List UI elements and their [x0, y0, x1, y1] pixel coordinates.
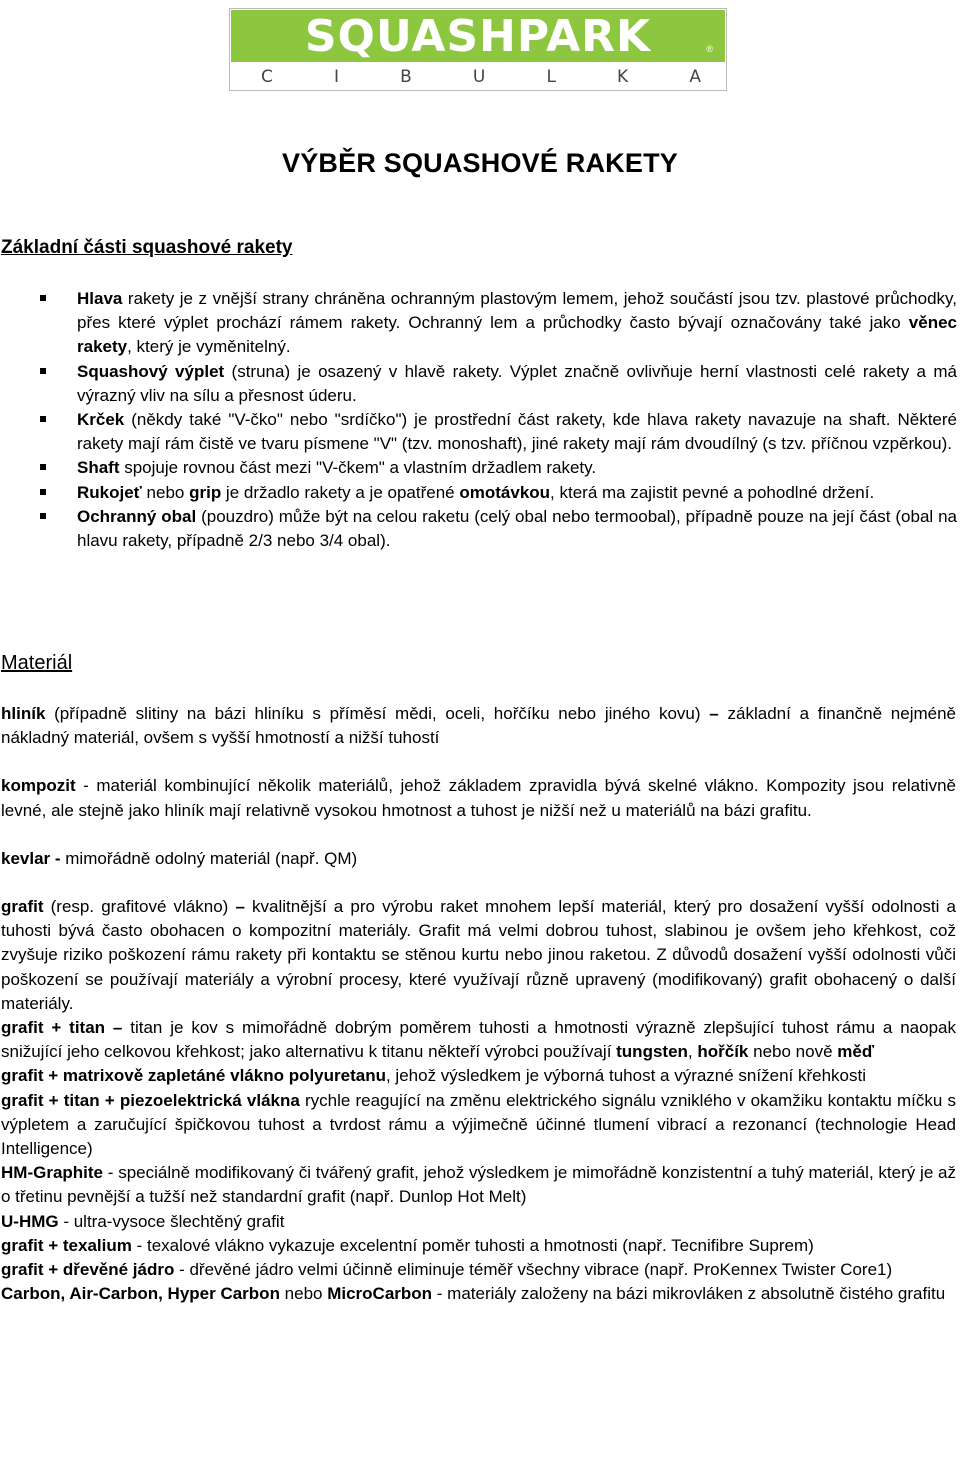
bold-term: grafit + dřevěné jádro: [1, 1260, 175, 1280]
parts-list: [0, 287, 957, 553]
material-paragraph: [1, 1258, 956, 1282]
materials-section: [1, 702, 956, 1306]
bold-term: měď: [837, 1042, 875, 1062]
bold-term: hořčík: [697, 1042, 749, 1062]
material-paragraph: [1, 774, 956, 822]
material-paragraph: [1, 1282, 956, 1306]
section-heading-parts: Základní části squashové rakety: [1, 237, 293, 258]
text-run: , který je vyměnitelný.: [127, 337, 291, 357]
list-item: [0, 481, 957, 505]
section-heading-material: Materiál: [1, 652, 73, 674]
bold-term: grafit + texalium: [1, 1235, 132, 1255]
material-paragraph: [1, 1161, 956, 1209]
bold-term: věnec rakety: [77, 313, 957, 357]
list-item: [0, 287, 957, 360]
material-paragraph: [1, 1234, 956, 1258]
material-paragraph: [1, 847, 956, 871]
text-run: kvalitnější a pro výrobu raket mnohem lepší materiál, který pro dosažení vyšší odolnosti a tuhosti bývá často obohacen o kompozitní materiály. Grafit má velmi dobrou tuhost, slabinou je ovšem jeho křehkost, což zvyšuje riziko poškození rámu rakety při kontaktu se stěnou kurtu nebo jinou raketou. Z důvodů dosažení vyšší odolnosti vůči poškození se používají materiály a výrobní procesy, které využívají různě upravený (modifikovaný) grafit obohacený o další materiály.: [1, 897, 956, 1013]
material-paragraph: [1, 1210, 956, 1234]
bold-term: Shaft: [77, 458, 120, 478]
text-run: (resp. grafitové vlákno): [43, 897, 236, 917]
text-run: nebo: [141, 482, 190, 502]
logo-letter: C: [261, 67, 273, 87]
bold-term: –: [112, 1018, 123, 1038]
square-bullet-icon: [40, 368, 46, 374]
text-run: je držadlo rakety a je opatřené: [221, 482, 460, 502]
bold-term: grafit: [1, 897, 44, 917]
bold-term: grafit + titan: [1, 1018, 106, 1038]
bold-term: kevlar -: [1, 848, 61, 868]
text-run: - ultra-vysoce šlechtěný grafit: [58, 1211, 285, 1231]
squashpark-logo: [229, 8, 727, 91]
bold-term: tungsten: [616, 1042, 688, 1062]
logo-word-part1: SQUASH: [304, 11, 517, 62]
logo-letter: K: [617, 67, 629, 87]
text-run: - materiál kombinující několik materiálů, jehož základem zpravidla bývá skelné vlákno. Kompozity jsou relativně levné, ale stejně jako hliník mají relativně vysokou hmotnost a tuhost je nižší než u materiálů na bázi grafitu.: [1, 776, 956, 820]
bold-term: –: [235, 897, 245, 917]
bold-term: –: [709, 704, 719, 723]
material-paragraph: [1, 1016, 956, 1064]
text-run: (někdy také "V-čko" nebo "srdíčko") je prostřední část rakety, kde hlava rakety navazuje na shaft. Některé rakety mají rám čistě ve tvaru písmene "V" (tzv. monoshaft), jiné rakety mají rám dvoudílný (s tzv. příčnou vzpěrkou).: [77, 410, 957, 454]
material-paragraph: [1, 702, 956, 750]
bold-term: Hlava: [77, 289, 123, 308]
text-run: mimořádně odolný materiál (např. QM): [60, 848, 358, 868]
text-run: - dřevěné jádro velmi účinně eliminuje téměř všechny vibrace (např. ProKennex Twister Core1): [174, 1260, 893, 1280]
square-bullet-icon: [40, 464, 46, 470]
square-bullet-icon: [40, 416, 46, 422]
bold-term: U-HMG: [1, 1211, 59, 1231]
text-run: titan je kov s mimořádně dobrým poměrem tuhosti a hmotnosti výrazně zlepšující tuhost rámu a naopak snižující jeho celkovou křehkost; jako alternativu k titanu někteří výrobci používají: [1, 1018, 956, 1062]
logo-letter: L: [546, 67, 556, 87]
registered-mark: ®: [706, 44, 713, 54]
bold-term: Krček: [77, 410, 125, 430]
material-paragraph: [1, 1089, 956, 1162]
text-run: nebo: [279, 1284, 328, 1304]
text-run: spojuje rovnou část mezi "V-čkem" a vlastním držadlem rakety.: [119, 458, 597, 478]
logo-letter: I: [333, 67, 339, 87]
square-bullet-icon: [40, 489, 46, 495]
bold-term: kompozit: [1, 776, 76, 796]
logo-letter: U: [472, 67, 486, 87]
list-item: [0, 505, 957, 553]
bold-term: hliník: [1, 704, 46, 723]
text-run: , jehož výsledkem je výborná tuhost a výrazné snížení křehkosti: [385, 1066, 866, 1086]
bold-term: grafit + titan + piezoelektrická vlákna: [1, 1090, 300, 1110]
bold-term: omotávkou: [459, 482, 551, 502]
bold-term: Ochranný obal: [77, 506, 197, 526]
material-paragraph: [1, 1064, 956, 1088]
text-run: [105, 1018, 113, 1037]
bold-term: grip: [189, 482, 222, 502]
logo-subtitle: [231, 64, 725, 90]
list-item: [0, 360, 957, 408]
text-run: rychle reagující na změnu elektrického signálu vzniklého v okamžiku kontaktu míčku s výpletem a zaručující špičkovou tuhost a tvrdost rámu a výjimečně účinné tlumení vibrací a rezonancí (technologie Head Intelligence): [1, 1090, 956, 1159]
text-run: nebo nově: [748, 1042, 838, 1062]
bold-term: Squashový výplet: [77, 361, 225, 381]
logo-letter: B: [400, 67, 412, 87]
square-bullet-icon: [40, 513, 46, 519]
bold-term: MicroCarbon: [327, 1284, 433, 1304]
text-run: - texalové vlákno vykazuje excelentní poměr tuhosti a hmotnosti (např. Tecnifibre Suprem): [131, 1235, 814, 1255]
page-title: VÝBĚR SQUASHOVÉ RAKETY: [282, 148, 678, 178]
text-run: ,: [687, 1042, 698, 1062]
bold-term: Rukojeť: [77, 482, 142, 502]
text-run: rakety je z vnější strany chráněna ochranným plastovým lemem, jehož součástí jsou tzv. plastové průchodky, přes které výplet prochází rámem rakety. Ochranný lem a průchodky často bývají označovány také jako: [77, 289, 957, 333]
text-run: (případně slitiny na bázi hliníku s příměsí mědi, oceli, hořčíku nebo jiného kovu): [45, 704, 710, 723]
list-item: [0, 456, 957, 480]
text-run: , která ma zajistit pevné a pohodlné držení.: [550, 482, 875, 502]
text-run: základní a finančně nejméně nákladný materiál, ovšem s vyšší hmotností a nižší tuhostí: [1, 704, 956, 748]
material-paragraph: [1, 895, 956, 1016]
text-run: - speciálně modifikovaný či tvářený grafit, jehož výsledkem je mimořádně konzistentní a tuhý materiál, který je až o třetinu pevnější a tužší než standardní grafit (např. Dunlop Hot Melt): [1, 1163, 956, 1207]
logo-wordmark: [231, 11, 725, 62]
text-run: - materiály založeny na bázi mikrovláken z absolutně čistého grafitu: [432, 1284, 946, 1304]
bold-term: grafit + matrixově zapletáné vlákno polyuretanu: [1, 1066, 386, 1086]
list-item: [0, 408, 957, 456]
square-bullet-icon: [40, 295, 46, 301]
bold-term: Carbon, Air-Carbon, Hyper Carbon: [1, 1284, 280, 1304]
logo-letter: A: [689, 67, 701, 87]
logo-word-part2: PARK: [516, 11, 652, 62]
text-run: (struna) je osazený v hlavě rakety. Výplet značně ovlivňuje herní vlastnosti celé rakety a má výrazný vliv na sílu a přesnost úderu.: [77, 361, 957, 405]
text-run: (pouzdro) může být na celou raketu (celý obal nebo termoobal), případně pouze na její část (obal na hlavu rakety, případně 2/3 nebo 3/4 obal).: [77, 506, 957, 551]
logo-banner: [231, 10, 725, 62]
bold-term: HM-Graphite: [1, 1163, 103, 1183]
